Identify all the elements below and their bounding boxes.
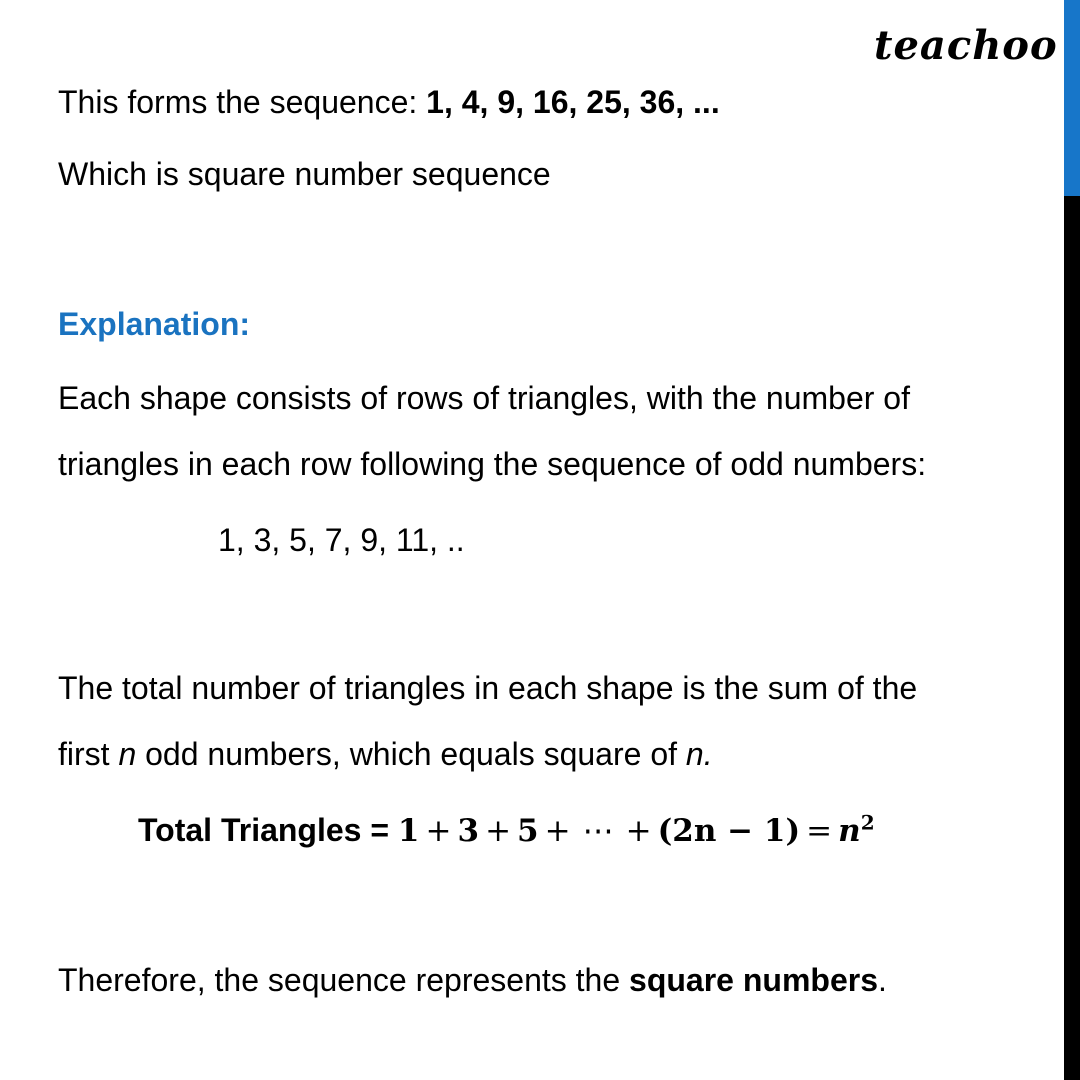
formula: 1 + 3 + 5 + ⋯ + $(2n - 1) = n^2$ — [397, 810, 875, 849]
odd-number-sequence: 1, 3, 5, 7, 9, 11, .. — [218, 522, 465, 558]
variable-n: n. — [685, 736, 713, 772]
sequence-prefix: This forms the sequence: — [58, 84, 427, 120]
conclusion-emphasis: square numbers — [629, 962, 878, 998]
variable-n: n — [118, 736, 137, 772]
sequence-values: 1, 4, 9, 16, 25, 36, ... — [426, 84, 720, 120]
formula-line — [138, 810, 875, 851]
sequence-line — [58, 82, 720, 122]
square-sequence-line: Which is square number sequence — [58, 156, 551, 192]
explanation-heading: Explanation: — [58, 306, 251, 342]
total-line-1: The total number of triangles in each shape is the sum of the — [58, 670, 918, 706]
explanation-line-2: triangles in each row following the sequence of odd numbers: — [58, 446, 927, 482]
explanation-line-1: Each shape consists of rows of triangles, with the number of — [58, 380, 910, 416]
teachoo-logo: teachoo — [874, 22, 1058, 69]
total-line-2: first n odd numbers, which equals square of n. — [58, 736, 713, 772]
side-bar-accent — [1064, 0, 1080, 196]
formula-label: Total Triangles = — [138, 812, 398, 848]
conclusion-line: Therefore, the sequence represents the square numbers. — [58, 962, 887, 998]
